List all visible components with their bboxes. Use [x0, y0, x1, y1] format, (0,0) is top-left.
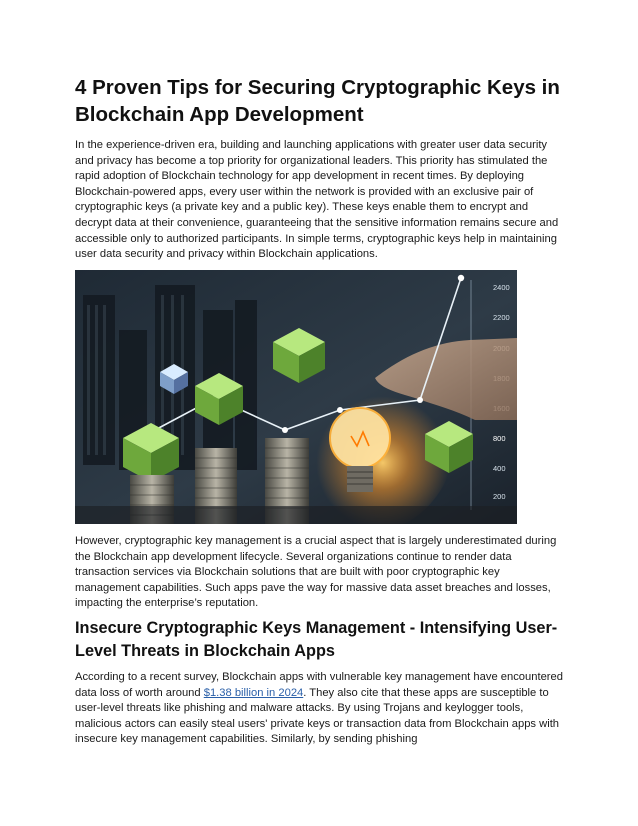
section-text-before: According to a recent survey, Blockchain apps with vulnerable key management have encountered data loss of worth around: [75, 671, 563, 699]
scale-label: 2400: [493, 283, 510, 292]
hero-illustration: [75, 270, 517, 524]
article-title: 4 Proven Tips for Securing Cryptographic Keys in Blockchain App Development: [75, 76, 560, 126]
scale-label: 200: [493, 492, 506, 501]
scale-label: 400: [493, 464, 506, 473]
after-image-paragraph: However, cryptographic key management is a crucial aspect that is largely underestimated during the Blockchain app development lifecycle. Several organizations continue to render data transaction services via Blockchain solutions that are built with poor cryptographic key management capabilities. Such apps pave the way for massive data asset breaches and losses, impacting the enterprise’s reputation.: [75, 535, 557, 610]
survey-link[interactable]: $1.38 billion in 2024: [203, 686, 304, 699]
section-text-after: . They also cite that these apps are susceptible to user-level threats like phishing and malware attacks. By using Trojans and keylogger tools, malicious actors can easily steal users' private keys or transaction data from Blockchain apps with insecure key management capabilities. Similarly, by sending phishing: [75, 686, 560, 746]
hero-image: [75, 270, 517, 524]
section-paragraph: [75, 670, 567, 748]
scale-label: 2200: [493, 313, 510, 322]
scale-label: 800: [493, 434, 506, 443]
intro-paragraph: In the experience-driven era, building and launching applications with greater user data security and privacy has become a top priority for organizational leaders. This priority has stimulated the rapid adoption of Blockchain technology for app development in recent times. By deploying Blockchain-powered apps, every user within the network is provided with an exclusive pair of cryptographic keys (a private key and a public key). These keys enable them to encrypt and decrypt data at their convenience, guaranteeing that the sensitive information remains secure and accessible only to authorized participants. In simple terms, cryptographic keys help in maintaining user data security and privacy within Blockchain applications.: [75, 139, 559, 261]
section-heading: Insecure Cryptographic Keys Management - Intensifying User-Level Threats in Blockchain Apps: [75, 619, 558, 660]
